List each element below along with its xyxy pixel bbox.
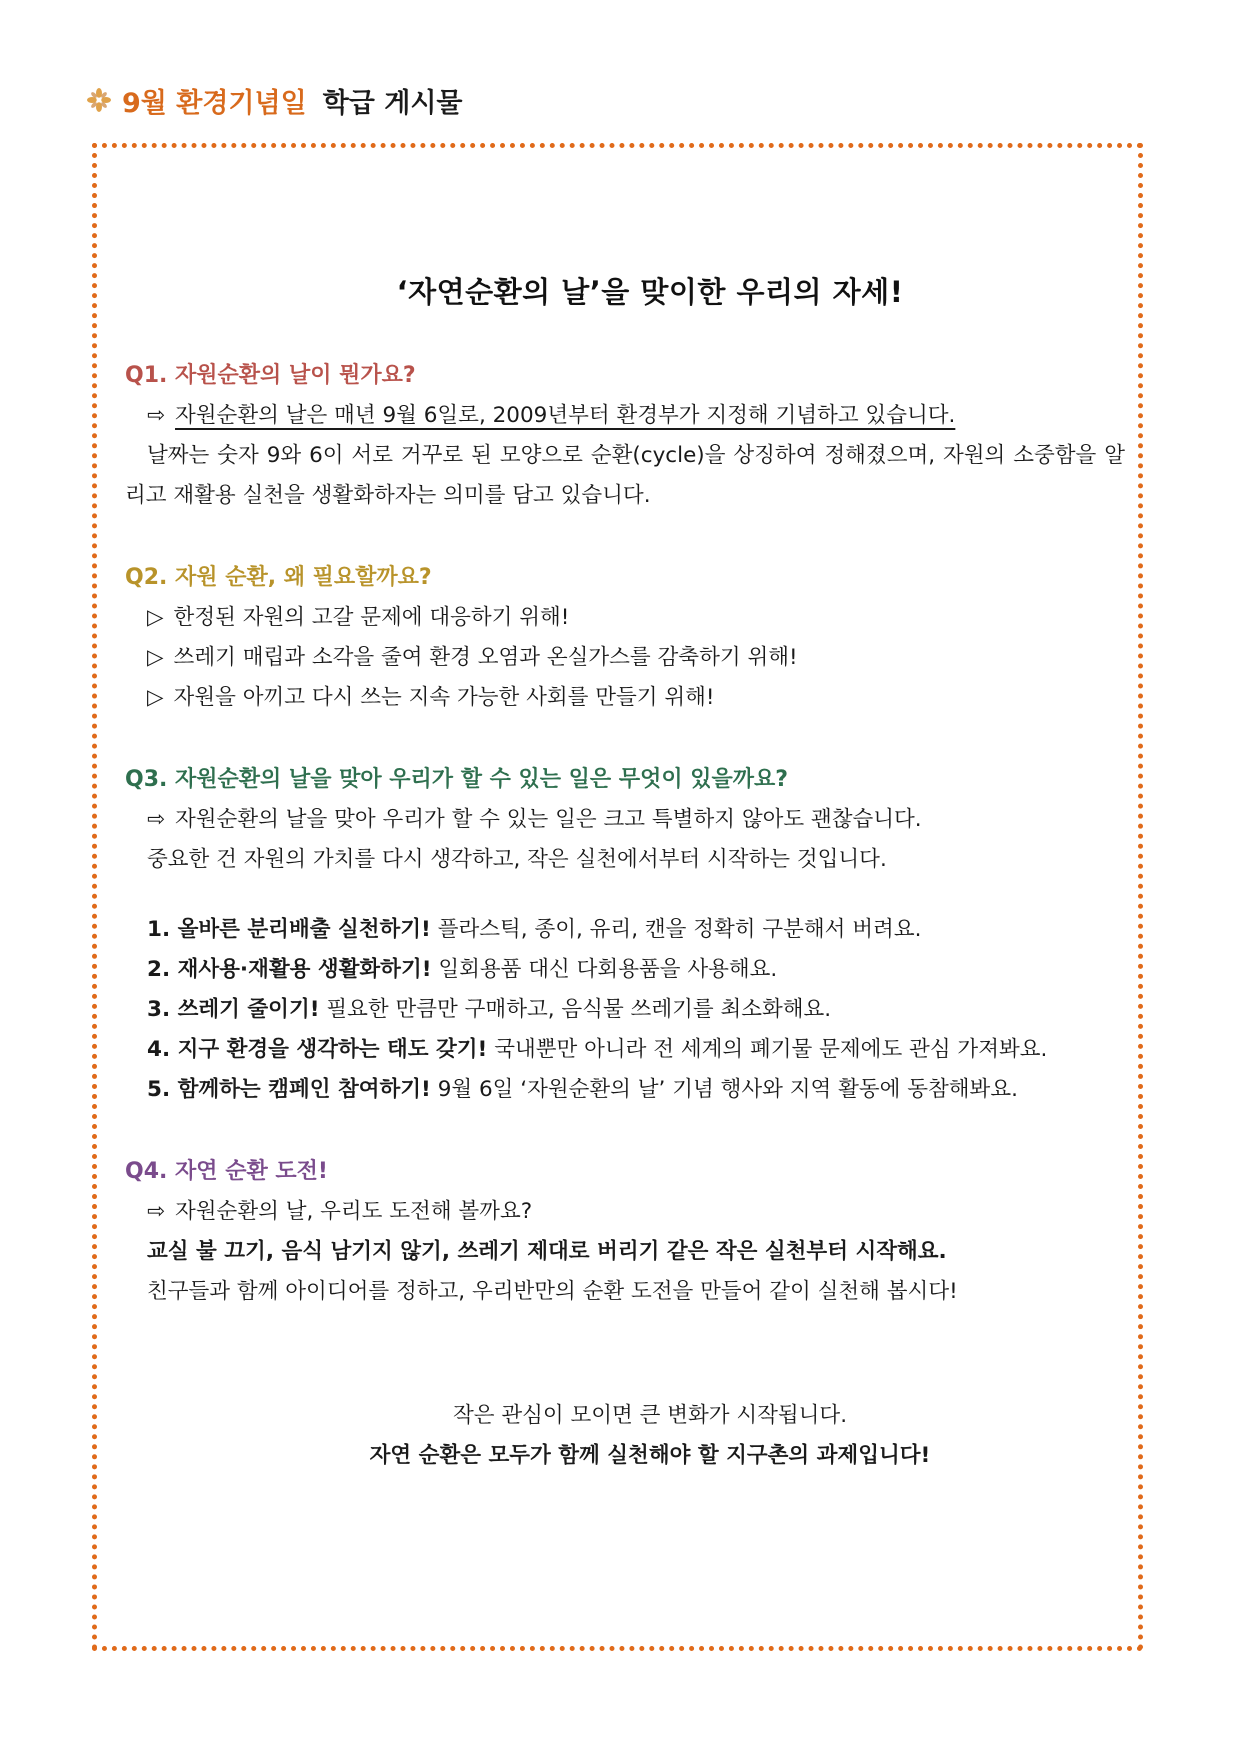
page-title: ‘자연순환의 날’을 맞이한 우리의 자세!	[396, 275, 904, 309]
header-accent-text: 9월 환경기념일	[122, 87, 307, 119]
q2-section	[125, 558, 1125, 718]
q1-heading: Q1. 자원순환의 날이 뭔가요?	[125, 363, 416, 388]
q4-answer-text: 자원순환의 날, 우리도 도전해 볼까요?	[175, 1199, 533, 1224]
triangle-bullet-icon: ▷	[147, 685, 164, 710]
q4-answer	[125, 1192, 1125, 1232]
closing-line-2: 자연 순환은 모두가 함께 실천해야 할 지구촌의 과제입니다!	[369, 1443, 931, 1468]
action-desc: 플라스틱, 종이, 유리, 캔을 정확히 구분해서 버려요.	[437, 917, 922, 942]
q2-item-text: 쓰레기 매립과 소각을 줄여 환경 오염과 온실가스를 감축하기 위해!	[173, 645, 798, 670]
q3-answer-text: 자원순환의 날을 맞아 우리가 할 수 있는 일은 크고 특별하지 않아도 괜찮습니다.	[175, 807, 922, 832]
q4-heading: Q4. 자연 순환 도전!	[125, 1159, 328, 1184]
triangle-bullet-icon: ▷	[147, 645, 164, 670]
ornament-flower-icon	[86, 87, 112, 113]
action-desc: 국내뿐만 아니라 전 세계의 폐기물 문제에도 관심 가져봐요.	[494, 1037, 1048, 1062]
action-title: 2. 재사용·재활용 생활화하기!	[147, 957, 432, 982]
list-item	[125, 678, 1125, 718]
arrow-right-icon: ⇨	[147, 403, 166, 428]
q3-answer2: 중요한 건 자원의 가치를 다시 생각하고, 작은 실천에서부터 시작하는 것입니다.	[147, 847, 887, 872]
q3-section	[125, 760, 1125, 1110]
q1-detail: 날짜는 숫자 9와 6이 서로 거꾸로 된 모양으로 순환(cycle)을 상징하여 정해졌으며, 자원의 소중함을 알리고 재활용 실천을 생활화하자는 의미를 담고 있습니다.	[125, 443, 1125, 508]
q3-heading: Q3. 자원순환의 날을 맞아 우리가 할 수 있는 일은 무엇이 있을까요?	[125, 767, 789, 792]
q4-bold-line: 교실 불 끄기, 음식 남기지 않기, 쓰레기 제대로 버리기 같은 작은 실천부터 시작해요.	[147, 1239, 947, 1264]
q3-answer	[125, 800, 1125, 840]
triangle-bullet-icon: ▷	[147, 605, 164, 630]
q4-section	[125, 1152, 1125, 1312]
action-title: 4. 지구 환경을 생각하는 태도 갖기!	[147, 1037, 488, 1062]
arrow-right-icon: ⇨	[147, 1199, 166, 1224]
action-desc: 9월 6일 ‘자원순환의 날’ 기념 행사와 지역 활동에 동참해봐요.	[437, 1077, 1018, 1102]
action-item	[125, 910, 1125, 950]
board-content	[125, 272, 1125, 1476]
action-item	[125, 1070, 1125, 1110]
q2-heading: Q2. 자원 순환, 왜 필요할까요?	[125, 565, 432, 590]
q2-item-text: 한정된 자원의 고갈 문제에 대응하기 위해!	[173, 605, 570, 630]
arrow-right-icon: ⇨	[147, 807, 166, 832]
list-item	[125, 638, 1125, 678]
action-item	[125, 950, 1125, 990]
action-desc: 일회용품 대신 다회용품을 사용해요.	[438, 957, 778, 982]
action-desc: 필요한 만큼만 구매하고, 음식물 쓰레기를 최소화해요.	[326, 997, 832, 1022]
page-header	[86, 80, 463, 120]
action-title: 5. 함께하는 캠페인 참여하기!	[147, 1077, 431, 1102]
action-item	[125, 990, 1125, 1030]
list-item	[125, 598, 1125, 638]
q1-answer-text: 자원순환의 날은 매년 9월 6일로, 2009년부터 환경부가 지정해 기념하고 있습니다.	[175, 403, 956, 428]
action-item	[125, 1030, 1125, 1070]
q4-line3: 친구들과 함께 아이디어를 정하고, 우리반만의 순환 도전을 만들어 같이 실천해 봅시다!	[147, 1279, 958, 1304]
header-title-text: 학급 게시물	[322, 87, 463, 119]
action-title: 3. 쓰레기 줄이기!	[147, 997, 320, 1022]
q2-item-text: 자원을 아끼고 다시 쓰는 지속 가능한 사회를 만들기 위해!	[173, 685, 715, 710]
q1-section	[125, 356, 1125, 516]
closing-line-1: 작은 관심이 모이면 큰 변화가 시작됩니다.	[452, 1403, 848, 1428]
action-title: 1. 올바른 분리배출 실천하기!	[147, 917, 431, 942]
q1-answer	[125, 396, 1125, 436]
